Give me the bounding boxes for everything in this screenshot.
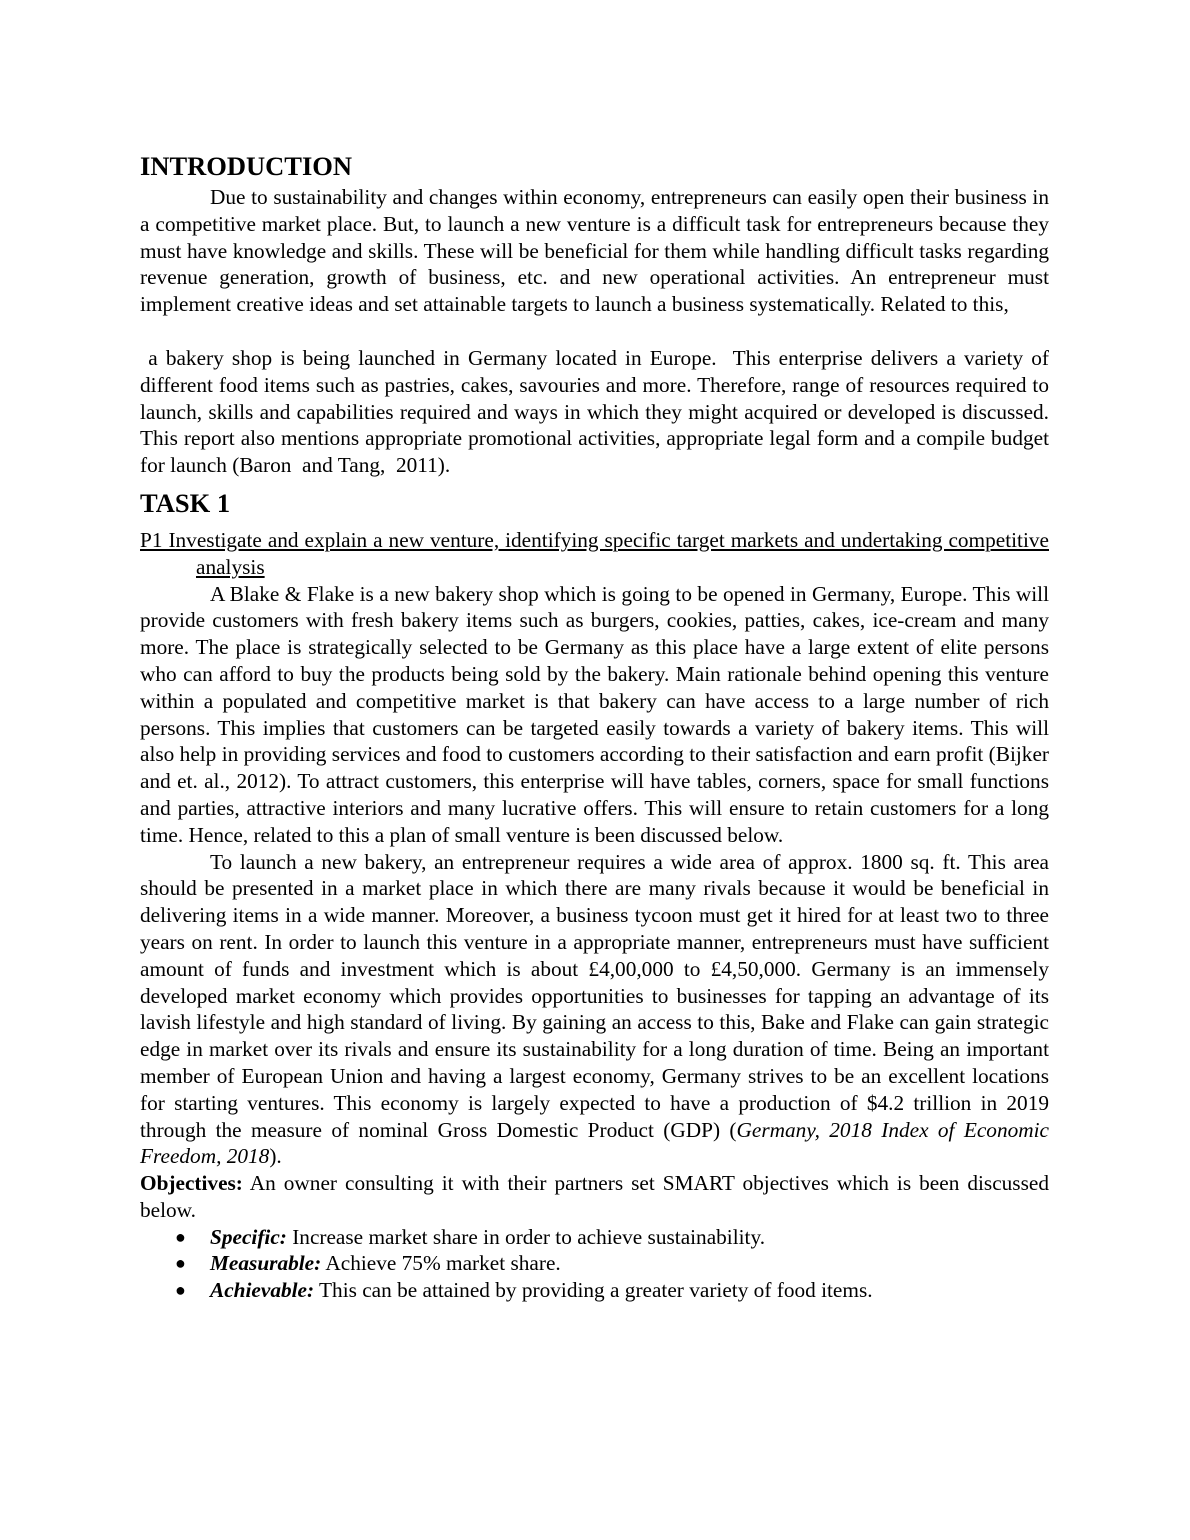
introduction-paragraph-2: a bakery shop is being launched in Germany located in Europe. This enterprise delivers a variety of different food items such as pastries, cakes, savouries and more. Therefore, range of resources required to launch, skills and capabilities required and ways in which they might acquired or developed is discussed. This report also mentions appropriate promotional activities, appropriate legal form and a compile budget for launch (Baron and Tang, 2011).	[140, 345, 1055, 478]
introduction-paragraph-1: Due to sustainability and changes within economy, entrepreneurs can easily open their business in a competitive market place. But, to launch a new venture is a difficult task for entrepreneurs because they must have knowledge and skills. These will be beneficial for them while handling difficult tasks regarding revenue generation, growth of business, etc. and new operational activities. An entrepreneur must implement creative ideas and set attainable targets to launch a business systematically. Related to this,	[140, 185, 1049, 317]
document-page	[140, 150, 1055, 1304]
introduction-heading: INTRODUCTION	[140, 151, 353, 181]
task1-paragraph-2	[140, 849, 1049, 1171]
bullet-icon: ●	[175, 1226, 186, 1247]
list-item	[175, 1250, 1049, 1277]
list-item	[175, 1224, 1049, 1251]
objectives-list	[140, 1224, 1049, 1304]
task1-subheading: P1 Investigate and explain a new venture, identifying specific target markets and undertaking competitive analysis	[140, 527, 1049, 579]
objective-text: This can be attained by providing a greater variety of food items.	[314, 1278, 873, 1303]
objectives-paragraph	[140, 1170, 1049, 1224]
paragraph-spacer	[140, 318, 1049, 345]
citation: Germany, 2018 Index of Economic Freedom, 2018	[140, 1117, 1049, 1169]
objective-text: Achieve 75% market share.	[321, 1251, 561, 1276]
objectives-text: An owner consulting it with their partners set SMART objectives which is been discussed below.	[140, 1171, 1049, 1222]
objectives-label: Objectives:	[140, 1171, 243, 1196]
list-item	[175, 1277, 1049, 1304]
objective-term: Specific:	[210, 1224, 287, 1249]
task1-paragraph-1: A Blake & Flake is a new bakery shop which is going to be opened in Germany, Europe. This will provide customers with fresh bakery items such as burgers, cookies, patties, cakes, ice-cream and many more. The place is strategically selected to be Germany as this place have a large extent of elite persons who can afford to buy the products being sold by the bakery. Main rationale behind opening this venture within a populated and competitive market is that bakery can have access to a large number of rich persons. This implies that customers can be targeted easily towards a variety of bakery items. This will also help in providing services and food to customers according to their satisfaction and earn profit (Bijker and et. al., 2012). To attract customers, this enterprise will have tables, corners, space for small functions and parties, attractive interiors and many lucrative offers. This will ensure to retain customers for a long time. Hence, related to this a plan of small venture is been discussed below.	[140, 581, 1049, 847]
objective-term: Measurable:	[210, 1251, 322, 1276]
task1-paragraph-2-text: To launch a new bakery, an entrepreneur requires a wide area of approx. 1800 sq. ft. This area should be presented in a market place in which there are many rivals because it would be beneficial in delivering items in a wide manner. Moreover, a business tycoon must get it hired for at least two to three years on rent. In order to launch this venture in a appropriate manner, entrepreneurs must have sufficient amount of funds and investment which is about £4,00,000 to £4,50,000. Germany is an immensely developed market economy which provides opportunities to businesses for tapping an advantage of its lavish lifestyle and high standard of living. By gaining an access to this, Bake and Flake can gain strategic edge in market over its rivals and ensure its sustainability for a long duration of time. Being an important member of European Union and having a largest economy, Germany strives to be an excellent locations for starting ventures. This economy is largely expected to have a production of $4.2 trillion in 2019 through the measure of nominal Gross Domestic Product (GDP) (	[140, 849, 1049, 1142]
task1-heading: TASK 1	[140, 487, 231, 518]
objective-text: Increase market share in order to achieve sustainability.	[286, 1224, 766, 1249]
task1-paragraph-2-end: ).	[269, 1144, 282, 1169]
bullet-icon: ●	[175, 1253, 186, 1274]
objective-term: Achievable:	[210, 1278, 315, 1303]
bullet-icon: ●	[175, 1280, 186, 1301]
